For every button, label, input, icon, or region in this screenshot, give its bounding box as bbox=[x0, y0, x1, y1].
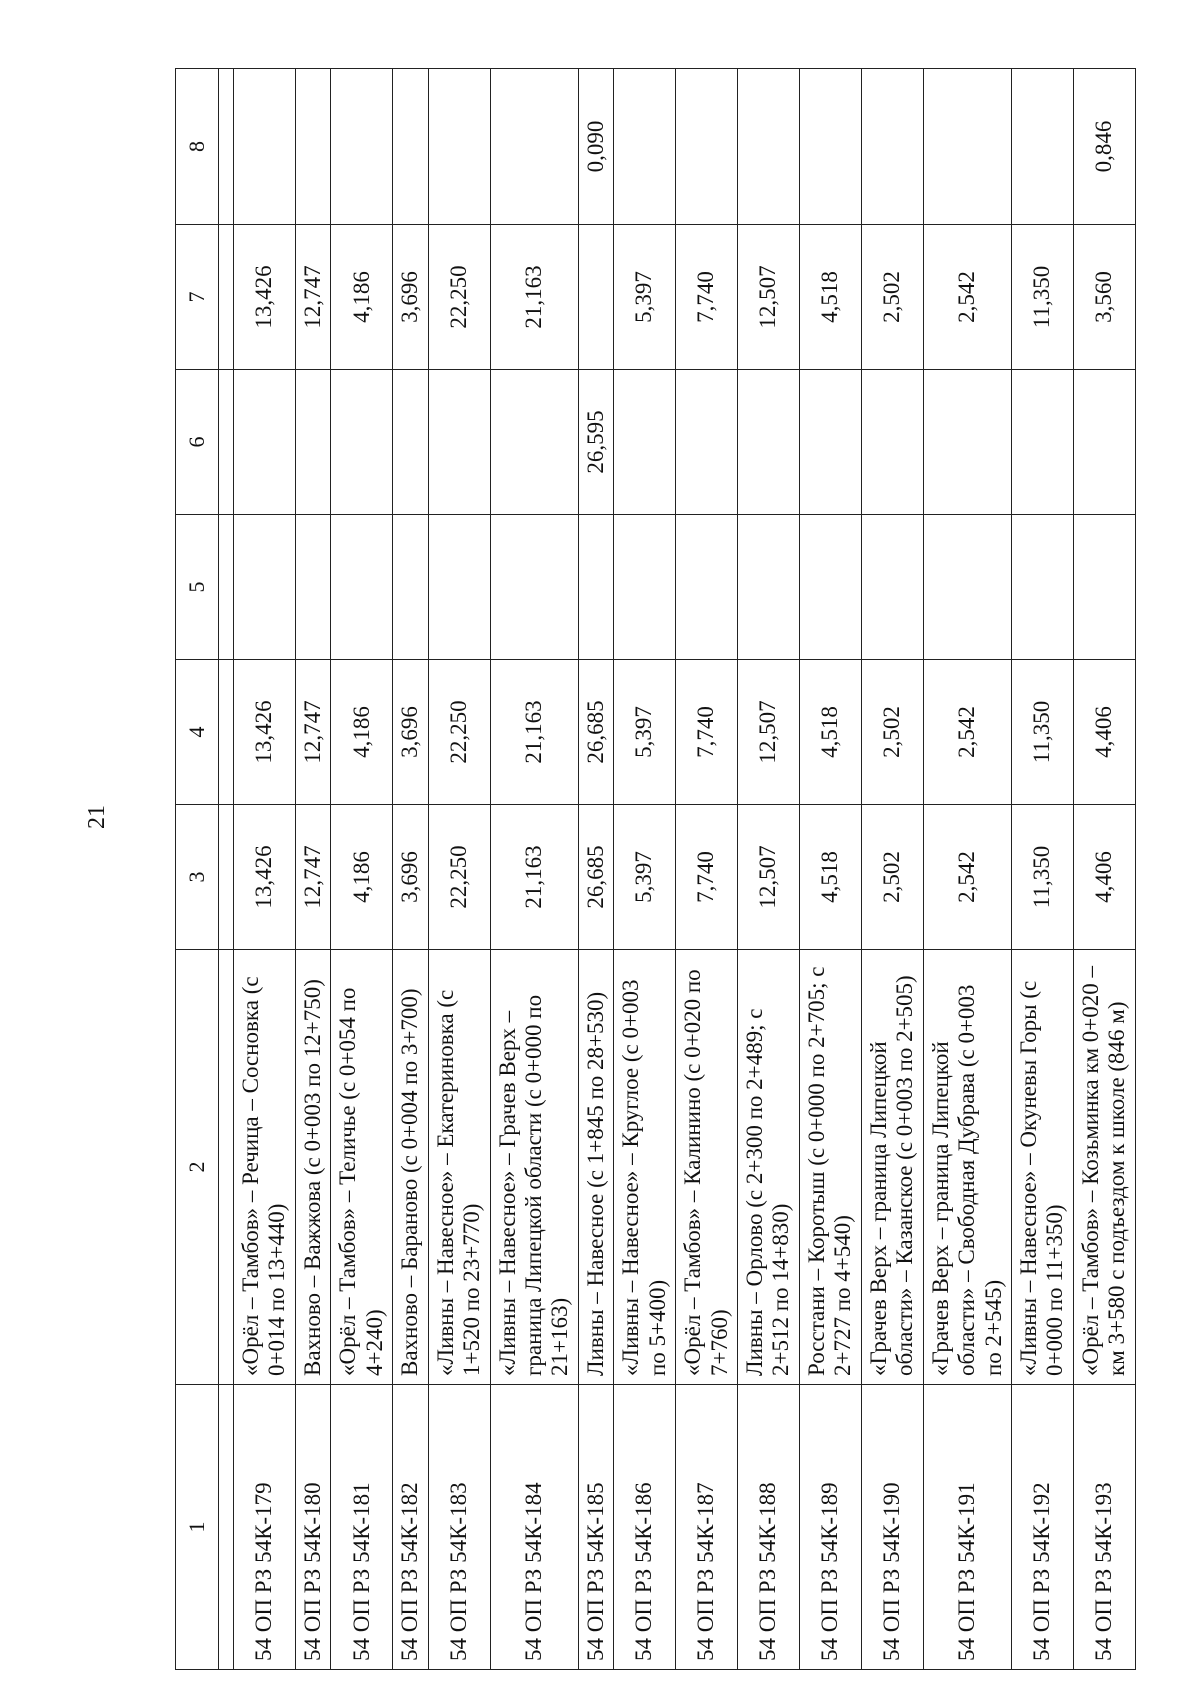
length-col4-cell: 2,502 bbox=[861, 660, 923, 805]
table-row bbox=[331, 69, 393, 1670]
length-col5-cell bbox=[234, 515, 296, 660]
length-col5-cell bbox=[331, 515, 393, 660]
spacer-cell bbox=[219, 950, 234, 1385]
length-col8-cell bbox=[1011, 69, 1073, 225]
length-col8-cell bbox=[923, 69, 1011, 225]
length-col8-cell bbox=[799, 69, 861, 225]
table-row bbox=[490, 69, 578, 1670]
length-col7-cell: 4,186 bbox=[331, 225, 393, 370]
length-col6-cell bbox=[799, 370, 861, 515]
spacer-cell bbox=[219, 1385, 234, 1670]
length-col7-cell: 4,518 bbox=[799, 225, 861, 370]
length-col8-cell bbox=[861, 69, 923, 225]
length-col4-cell: 13,426 bbox=[234, 660, 296, 805]
length-col6-cell bbox=[234, 370, 296, 515]
length-col8-cell bbox=[614, 69, 676, 225]
length-col4-cell: 21,163 bbox=[490, 660, 578, 805]
length-col4-cell: 12,747 bbox=[295, 660, 330, 805]
length-col4-cell: 11,350 bbox=[1011, 660, 1073, 805]
column-header: 7 bbox=[176, 225, 219, 370]
length-col4-cell: 4,186 bbox=[331, 660, 393, 805]
length-col5-cell bbox=[861, 515, 923, 660]
table-row bbox=[676, 69, 738, 1670]
column-number-row bbox=[176, 69, 219, 1670]
road-code-cell: 54 ОП РЗ 54К-188 bbox=[738, 1385, 800, 1670]
length-col5-cell bbox=[393, 515, 428, 660]
road-name-cell: «Орёл – Тамбов» – Речица – Сосновка (с 0+014 по 13+440) bbox=[234, 950, 296, 1385]
road-name-cell: «Ливны – Навесное» – Екатериновка (с 1+520 по 23+770) bbox=[428, 950, 490, 1385]
road-code-cell: 54 ОП РЗ 54К-179 bbox=[234, 1385, 296, 1670]
length-total-cell: 21,163 bbox=[490, 805, 578, 950]
rotated-table-stage bbox=[175, 70, 1130, 1670]
length-col7-cell: 2,502 bbox=[861, 225, 923, 370]
length-col7-cell: 3,560 bbox=[1073, 225, 1135, 370]
length-col8-cell bbox=[393, 69, 428, 225]
length-col5-cell bbox=[1011, 515, 1073, 660]
length-col8-cell bbox=[331, 69, 393, 225]
length-col6-cell bbox=[295, 370, 330, 515]
length-col5-cell bbox=[578, 515, 613, 660]
road-name-cell: Ливны – Орлово (с 2+300 по 2+489; с 2+512 по 14+830) bbox=[738, 950, 800, 1385]
length-total-cell: 4,518 bbox=[799, 805, 861, 950]
column-header: 5 bbox=[176, 515, 219, 660]
length-col4-cell: 5,397 bbox=[614, 660, 676, 805]
road-code-cell: 54 ОП РЗ 54К-182 bbox=[393, 1385, 428, 1670]
length-col8-cell bbox=[295, 69, 330, 225]
length-total-cell: 4,186 bbox=[331, 805, 393, 950]
column-header: 1 bbox=[176, 1385, 219, 1670]
road-name-cell: «Орёл – Тамбов» – Козьминка км 0+020 – км 3+580 с подъездом к школе (846 м) bbox=[1073, 950, 1135, 1385]
length-col4-cell: 22,250 bbox=[428, 660, 490, 805]
length-col5-cell bbox=[614, 515, 676, 660]
header-spacer-row bbox=[219, 69, 234, 1670]
length-total-cell: 12,747 bbox=[295, 805, 330, 950]
length-col5-cell bbox=[490, 515, 578, 660]
road-code-cell: 54 ОП РЗ 54К-185 bbox=[578, 1385, 613, 1670]
length-total-cell: 2,502 bbox=[861, 805, 923, 950]
length-col5-cell bbox=[923, 515, 1011, 660]
length-col8-cell bbox=[428, 69, 490, 225]
length-col6-cell bbox=[428, 370, 490, 515]
length-col7-cell: 12,747 bbox=[295, 225, 330, 370]
road-code-cell: 54 ОП РЗ 54К-191 bbox=[923, 1385, 1011, 1670]
table-row bbox=[861, 69, 923, 1670]
road-name-cell: «Ливны – Навесное» – Грачев Верх – граница Липецкой области (с 0+000 по 21+163) bbox=[490, 950, 578, 1385]
length-col7-cell: 3,696 bbox=[393, 225, 428, 370]
length-total-cell: 5,397 bbox=[614, 805, 676, 950]
length-col4-cell: 3,696 bbox=[393, 660, 428, 805]
length-col5-cell bbox=[676, 515, 738, 660]
column-header: 8 bbox=[176, 69, 219, 225]
road-name-cell: «Ливны – Навесное» – Окуневы Горы (с 0+000 по 11+350) bbox=[1011, 950, 1073, 1385]
column-header: 6 bbox=[176, 370, 219, 515]
length-col4-cell: 4,406 bbox=[1073, 660, 1135, 805]
length-col4-cell: 12,507 bbox=[738, 660, 800, 805]
road-code-cell: 54 ОП РЗ 54К-190 bbox=[861, 1385, 923, 1670]
length-col8-cell: 0,090 bbox=[578, 69, 613, 225]
road-code-cell: 54 ОП РЗ 54К-180 bbox=[295, 1385, 330, 1670]
length-col6-cell bbox=[861, 370, 923, 515]
length-col4-cell: 7,740 bbox=[676, 660, 738, 805]
length-col6-cell bbox=[676, 370, 738, 515]
road-code-cell: 54 ОП РЗ 54К-187 bbox=[676, 1385, 738, 1670]
spacer-cell bbox=[219, 515, 234, 660]
length-total-cell: 11,350 bbox=[1011, 805, 1073, 950]
road-name-cell: Ливны – Навесное (с 1+845 по 28+530) bbox=[578, 950, 613, 1385]
length-col7-cell: 7,740 bbox=[676, 225, 738, 370]
road-code-cell: 54 ОП РЗ 54К-189 bbox=[799, 1385, 861, 1670]
length-col6-cell bbox=[1073, 370, 1135, 515]
length-col6-cell bbox=[331, 370, 393, 515]
length-total-cell: 13,426 bbox=[234, 805, 296, 950]
road-code-cell: 54 ОП РЗ 54К-193 bbox=[1073, 1385, 1135, 1670]
spacer-cell bbox=[219, 69, 234, 225]
length-col4-cell: 26,685 bbox=[578, 660, 613, 805]
spacer-cell bbox=[219, 225, 234, 370]
length-col5-cell bbox=[1073, 515, 1135, 660]
length-col7-cell: 21,163 bbox=[490, 225, 578, 370]
length-total-cell: 3,696 bbox=[393, 805, 428, 950]
length-total-cell: 2,542 bbox=[923, 805, 1011, 950]
road-code-cell: 54 ОП РЗ 54К-181 bbox=[331, 1385, 393, 1670]
length-col6-cell bbox=[1011, 370, 1073, 515]
road-code-cell: 54 ОП РЗ 54К-186 bbox=[614, 1385, 676, 1670]
length-total-cell: 4,406 bbox=[1073, 805, 1135, 950]
road-code-cell: 54 ОП РЗ 54К-183 bbox=[428, 1385, 490, 1670]
length-col6-cell bbox=[738, 370, 800, 515]
length-col7-cell: 2,542 bbox=[923, 225, 1011, 370]
length-col6-cell bbox=[393, 370, 428, 515]
length-col5-cell bbox=[295, 515, 330, 660]
length-total-cell: 26,685 bbox=[578, 805, 613, 950]
length-col7-cell: 11,350 bbox=[1011, 225, 1073, 370]
length-col8-cell: 0,846 bbox=[1073, 69, 1135, 225]
length-col5-cell bbox=[428, 515, 490, 660]
table-row bbox=[295, 69, 330, 1670]
road-name-cell: «Ливны – Навесное» – Круглое (с 0+003 по 5+400) bbox=[614, 950, 676, 1385]
road-name-cell: «Грачев Верх – граница Липецкой области» – Казанское (с 0+003 по 2+505) bbox=[861, 950, 923, 1385]
length-total-cell: 7,740 bbox=[676, 805, 738, 950]
length-col6-cell bbox=[490, 370, 578, 515]
table-row bbox=[578, 69, 613, 1670]
length-col8-cell bbox=[490, 69, 578, 225]
column-header: 2 bbox=[176, 950, 219, 1385]
length-col5-cell bbox=[738, 515, 800, 660]
spacer-cell bbox=[219, 370, 234, 515]
length-col6-cell: 26,595 bbox=[578, 370, 613, 515]
table-row bbox=[923, 69, 1011, 1670]
table-row bbox=[614, 69, 676, 1670]
length-col8-cell bbox=[234, 69, 296, 225]
road-name-cell: Росстани – Коротыш (с 0+000 по 2+705; с 2+727 по 4+540) bbox=[799, 950, 861, 1385]
road-table bbox=[175, 68, 1136, 1670]
road-name-cell: Вахново – Важжова (с 0+003 по 12+750) bbox=[295, 950, 330, 1385]
column-header: 4 bbox=[176, 660, 219, 805]
table-row bbox=[428, 69, 490, 1670]
length-col7-cell: 13,426 bbox=[234, 225, 296, 370]
length-col4-cell: 2,542 bbox=[923, 660, 1011, 805]
road-name-cell: «Орёл – Тамбов» – Калинино (с 0+020 по 7+760) bbox=[676, 950, 738, 1385]
length-total-cell: 12,507 bbox=[738, 805, 800, 950]
length-col4-cell: 4,518 bbox=[799, 660, 861, 805]
table-row bbox=[738, 69, 800, 1670]
column-header: 3 bbox=[176, 805, 219, 950]
length-col7-cell: 22,250 bbox=[428, 225, 490, 370]
length-col7-cell: 12,507 bbox=[738, 225, 800, 370]
spacer-cell bbox=[219, 660, 234, 805]
road-code-cell: 54 ОП РЗ 54К-192 bbox=[1011, 1385, 1073, 1670]
road-name-cell: «Грачев Верх – граница Липецкой области» – Свободная Дубрава (с 0+003 по 2+545) bbox=[923, 950, 1011, 1385]
table-row bbox=[234, 69, 296, 1670]
road-name-cell: Вахново – Бараново (с 0+004 по 3+700) bbox=[393, 950, 428, 1385]
table-row bbox=[1073, 69, 1135, 1670]
table-row bbox=[393, 69, 428, 1670]
road-code-cell: 54 ОП РЗ 54К-184 bbox=[490, 1385, 578, 1670]
road-name-cell: «Орёл – Тамбов» – Теличье (с 0+054 по 4+240) bbox=[331, 950, 393, 1385]
length-col8-cell bbox=[738, 69, 800, 225]
length-col8-cell bbox=[676, 69, 738, 225]
table-row bbox=[799, 69, 861, 1670]
table-row bbox=[1011, 69, 1073, 1670]
spacer-cell bbox=[219, 805, 234, 950]
length-col7-cell bbox=[578, 225, 613, 370]
page-number: 21 bbox=[84, 805, 110, 829]
length-col5-cell bbox=[799, 515, 861, 660]
length-col6-cell bbox=[614, 370, 676, 515]
length-col7-cell: 5,397 bbox=[614, 225, 676, 370]
length-col6-cell bbox=[923, 370, 1011, 515]
length-total-cell: 22,250 bbox=[428, 805, 490, 950]
